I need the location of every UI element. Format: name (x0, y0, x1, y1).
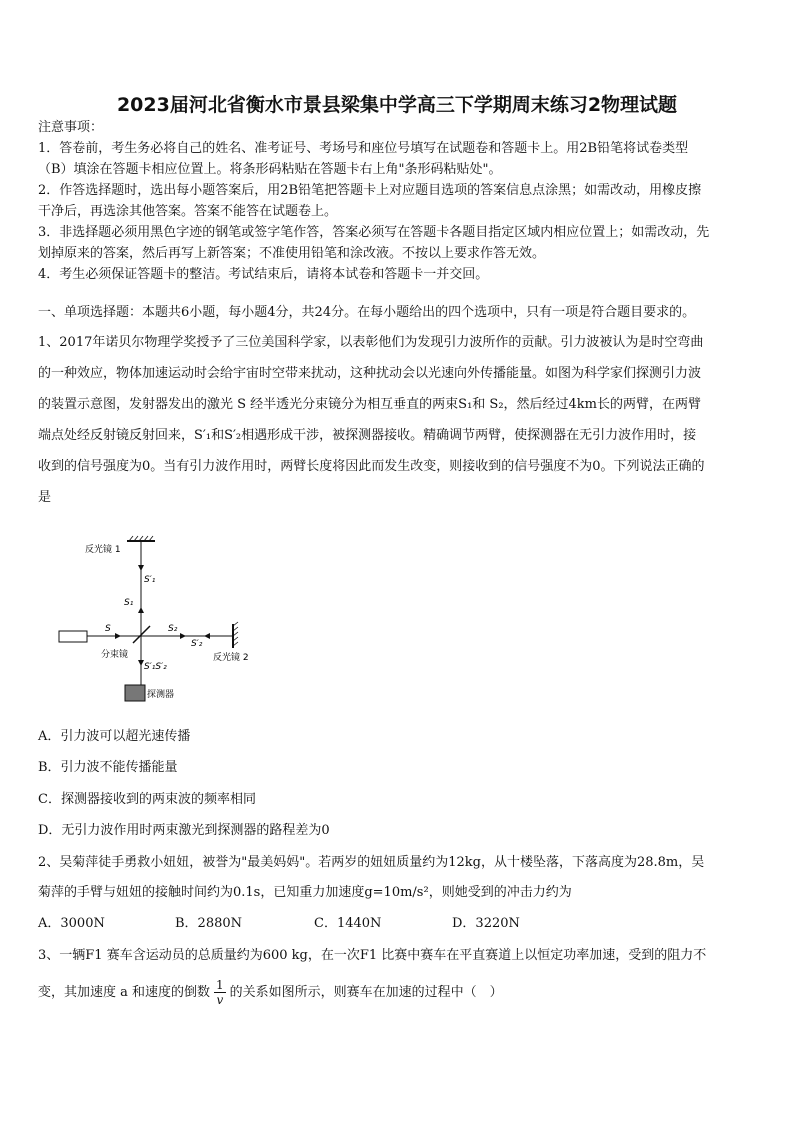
arrow-down (138, 565, 144, 571)
section-heading: 一、单项选择题：本题共6小题，每小题4分，共24分。在每小题给出的四个选项中，只有一项是符合题目要求的。 (38, 305, 696, 320)
notice-line: 4．考生必须保证答题卡的整洁。考试结束后，请将本试卷和答题卡一并交回。 (38, 267, 489, 282)
splitter-label: 分束镜 (101, 650, 129, 660)
page-title: 2023届河北省衡水市景县梁集中学高三下学期周末练习2物理试题 (116, 94, 678, 116)
q3-line2-post: 的关系如图所示，则赛车在加速的过程中（ ） (229, 985, 503, 1000)
notice-line: （B）填涂在答题卡相应位置上。将条形码粘贴在答题卡右上角"条形码粘贴处"。 (38, 162, 502, 177)
label-S1-prime: S′₁ (144, 575, 156, 585)
label-S: S (105, 624, 111, 634)
laser-source (59, 631, 87, 642)
q2-option-c: C．1440N (314, 916, 382, 931)
notice-line: 干净后，再选涂其他答案。答案不能答在试题卷上。 (38, 204, 338, 219)
fraction-1-over-v (214, 978, 226, 1007)
arrow-up (138, 607, 144, 613)
interferometer-diagram (55, 535, 275, 710)
arrow-right (115, 633, 121, 639)
option-d: D．无引力波作用时两束激光到探测器的路程差为0 (38, 823, 330, 838)
question-1-text: 的装置示意图，发射器发出的激光 S 经半透光分束镜分为相互垂直的两束S₁和 S₂，然后经过4km长的两臂，在两臂 (38, 397, 702, 412)
question-1-text: 收到的信号强度为0。当有引力波作用时，两臂长度将因此而发生改变，则接收到的信号强度不为0。下列说法正确的 (38, 459, 705, 474)
label-S2: S₂ (168, 624, 178, 634)
fraction-numerator: 1 (216, 978, 224, 992)
question-2-text: 2、吴菊萍徒手勇救小妞妞，被誉为"最美妈妈"。若两岁的妞妞质量约为12kg，从十楼坠落，下落高度为28.8m，吴 (38, 855, 705, 870)
notice-line: 划掉原来的答案，然后再写上新答案；不准使用铅笔和涂改液。不按以上要求作答无效。 (38, 246, 546, 261)
notice-line: 3．非选择题必须用黑色字迹的钢笔或签字笔作答，答案必须写在答题卡各题目指定区域内相应位置上；如需改动，先 (38, 225, 710, 240)
label-S1: S₁ (124, 598, 134, 608)
notice-heading: 注意事项： (38, 120, 104, 135)
q2-option-b: B．2880N (175, 916, 243, 931)
question-2-text: 菊萍的手臂与妞妞的接触时间约为0.1s，已知重力加速度g=10m/s²，则她受到的冲击力约为 (38, 885, 572, 900)
label-S1p-S2p: S′₁S′₂ (144, 662, 167, 672)
mirror-1-label: 反光镜 1 (85, 545, 121, 555)
detector-box (125, 685, 145, 701)
arrow-right (180, 633, 186, 639)
arrow-left (204, 633, 210, 639)
mirror-2-label: 反光镜 2 (213, 653, 249, 663)
option-b: B．引力波不能传播能量 (38, 760, 178, 775)
option-a: A．引力波可以超光速传播 (38, 729, 191, 744)
q2-option-d: D．3220N (452, 916, 520, 931)
fraction-denominator: v (216, 993, 224, 1007)
question-1-text: 端点处经反射镜反射回来，S′₁和S′₂相遇形成干涉，被探测器接收。精确调节两臂，使探测器在无引力波作用时，接 (38, 428, 697, 443)
question-1-text: 1、2017年诺贝尔物理学奖授予了三位美国科学家，以表彰他们为发现引力波所作的贡献。引力波被认为是时空弯曲 (38, 335, 704, 350)
label-S2-prime: S′₂ (191, 639, 203, 649)
question-3-text-line2 (38, 978, 760, 1007)
detector-label: 探测器 (147, 690, 175, 700)
notice-line: 1．答卷前，考生务必将自己的姓名、准考证号、考场号和座位号填写在试题卷和答题卡上。用2B铅笔将试卷类型 (38, 141, 689, 156)
question-1-text: 的一种效应，物体加速运动时会给宇宙时空带来扰动，这种扰动会以光速向外传播能量。如图为科学家们探测引力波 (38, 366, 702, 381)
q2-option-a: A．3000N (38, 916, 105, 931)
option-c: C．探测器接收到的两束波的频率相同 (38, 792, 256, 807)
q3-line2-pre: 变，其加速度 a 和速度的倒数 (38, 985, 211, 1000)
question-3-text: 3、一辆F1 赛车含运动员的总质量约为600 kg，在一次F1 比赛中赛车在平直赛道上以恒定功率加速，受到的阻力不 (38, 948, 707, 963)
notice-line: 2．作答选择题时，选出每小题答案后，用2B铅笔把答题卡上对应题目选项的答案信息点涂黑；如需改动，用橡皮擦 (38, 183, 702, 198)
question-1-text: 是 (38, 490, 52, 505)
